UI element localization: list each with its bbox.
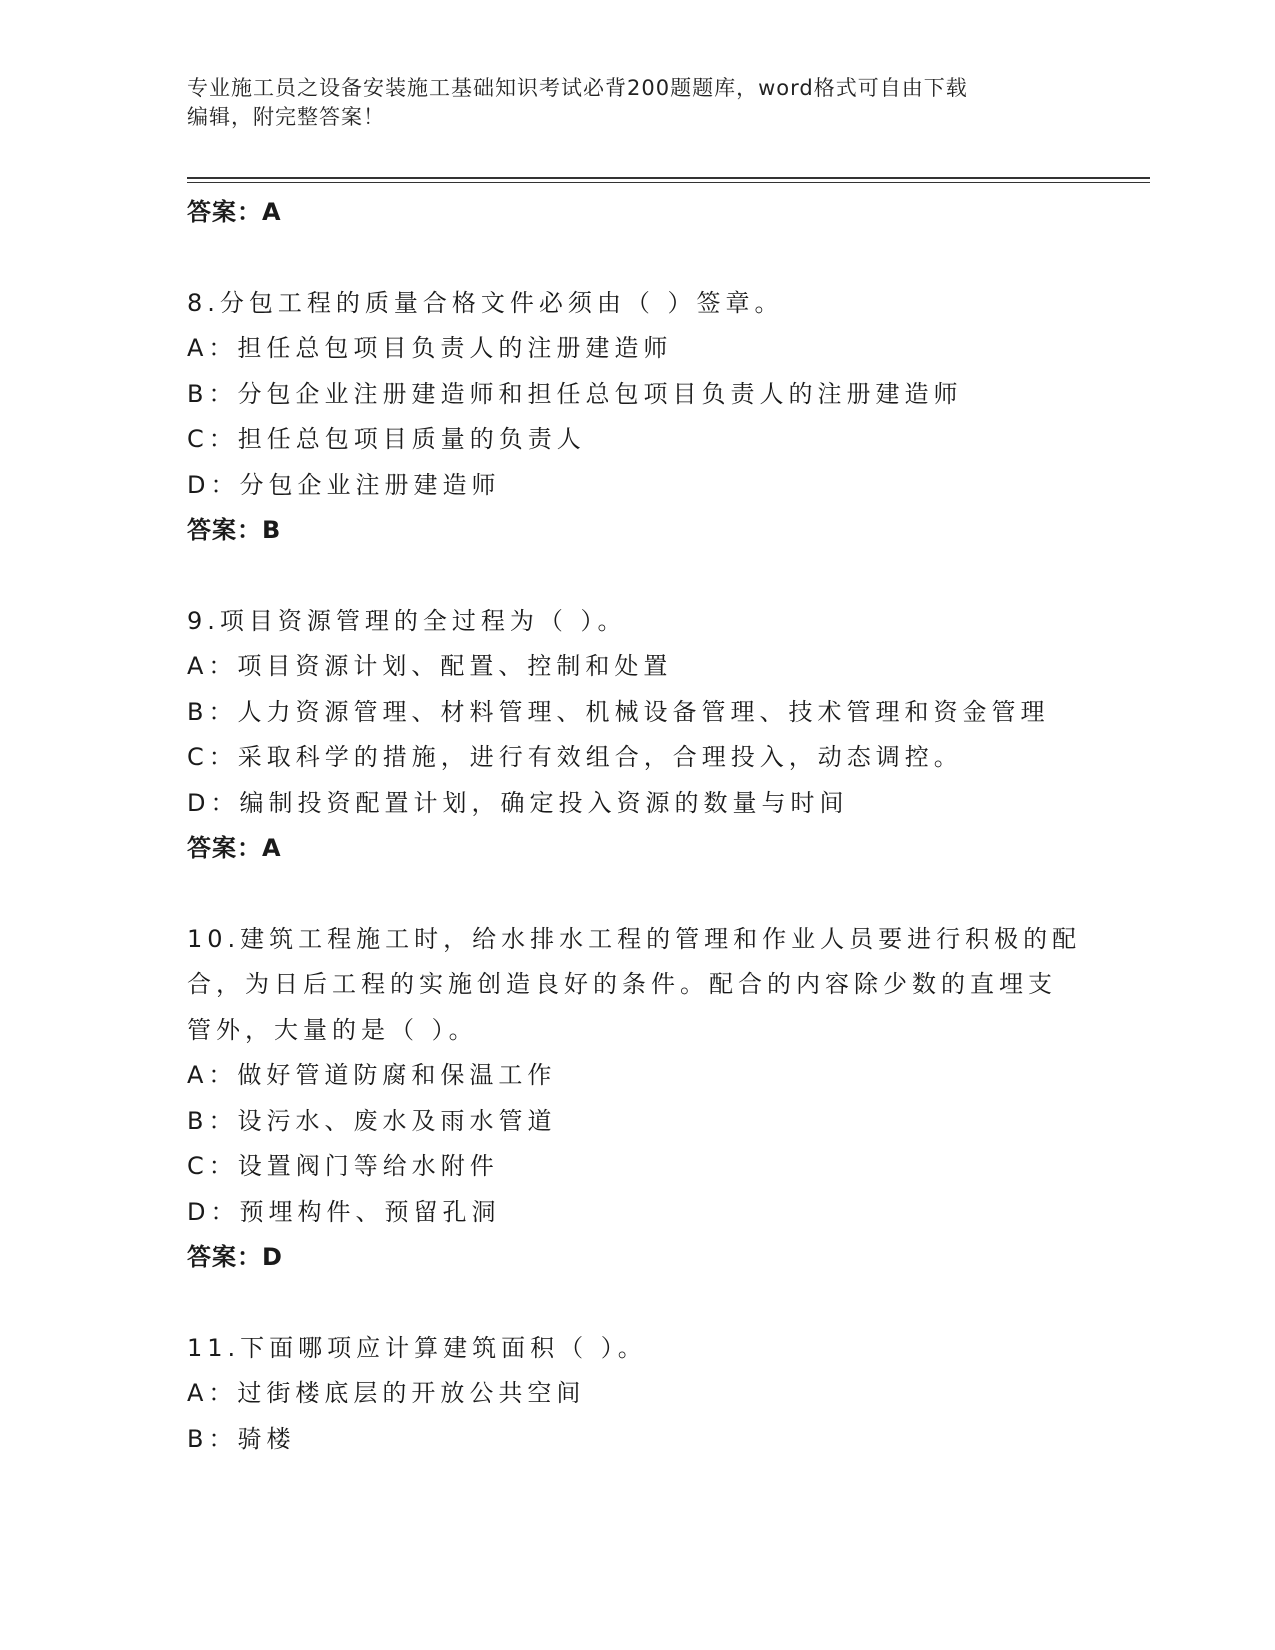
option-b: B：骑楼 [187, 1424, 296, 1453]
question-text-line1: 10.建筑工程施工时，给水排水工程的管理和作业人员要进行积极的配 [187, 924, 1082, 953]
question-block-11 [187, 1326, 1087, 1463]
option-c: C：采取科学的措施，进行有效组合，合理投入，动态调控。 [187, 743, 963, 771]
spacer [187, 1281, 1087, 1326]
option-c: C：设置阀门等给水附件 [187, 1152, 499, 1180]
document-header [187, 74, 1067, 132]
question-block-9 [187, 599, 1087, 872]
question-block-10 [187, 917, 1087, 1281]
option-b: B：设污水、废水及雨水管道 [187, 1106, 557, 1135]
question-text-line3: 管外，大量的是（ ）。 [187, 1015, 478, 1044]
option-a: A：过街楼底层的开放公共空间 [187, 1379, 586, 1407]
spacer [187, 554, 1087, 599]
answer-q10: 答案：D [187, 1243, 283, 1271]
question-block-8 [187, 281, 1087, 554]
option-d: D：预埋构件、预留孔洞 [187, 1197, 501, 1226]
option-b: B：分包企业注册建造师和担任总包项目负责人的注册建造师 [187, 379, 963, 408]
answer-q9: 答案：A [187, 834, 282, 862]
option-c: C：担任总包项目质量的负责人 [187, 425, 586, 453]
option-b: B：人力资源管理、材料管理、机械设备管理、技术管理和资金管理 [187, 697, 1050, 726]
question-text: 9.项目资源管理的全过程为（ ）。 [187, 606, 627, 635]
answer-q7: 答案：A [187, 198, 282, 226]
option-a: A：担任总包项目负责人的注册建造师 [187, 334, 673, 362]
question-text: 11.下面哪项应计算建筑面积（ ）。 [187, 1333, 647, 1362]
spacer [187, 236, 1087, 281]
option-a: A：做好管道防腐和保温工作 [187, 1061, 557, 1089]
spacer [187, 872, 1087, 917]
option-d: D：分包企业注册建造师 [187, 470, 501, 499]
question-text-line2: 合，为日后工程的实施创造良好的条件。配合的内容除少数的直埋支 [187, 970, 1057, 998]
option-a: A：项目资源计划、配置、控制和处置 [187, 652, 673, 680]
header-title-line2: 编辑，附完整答案！ [187, 105, 385, 129]
header-divider-thin [187, 182, 1150, 183]
header-title-line1: 专业施工员之设备安装施工基础知识考试必背200题题库，word格式可自由下载 [187, 76, 968, 100]
question-text: 8.分包工程的质量合格文件必须由（ ）签章。 [187, 288, 784, 317]
answer-q8: 答案：B [187, 516, 282, 544]
option-d: D：编制投资配置计划，确定投入资源的数量与时间 [187, 788, 849, 817]
question-list [187, 190, 1087, 1462]
header-divider-thick [187, 177, 1150, 179]
